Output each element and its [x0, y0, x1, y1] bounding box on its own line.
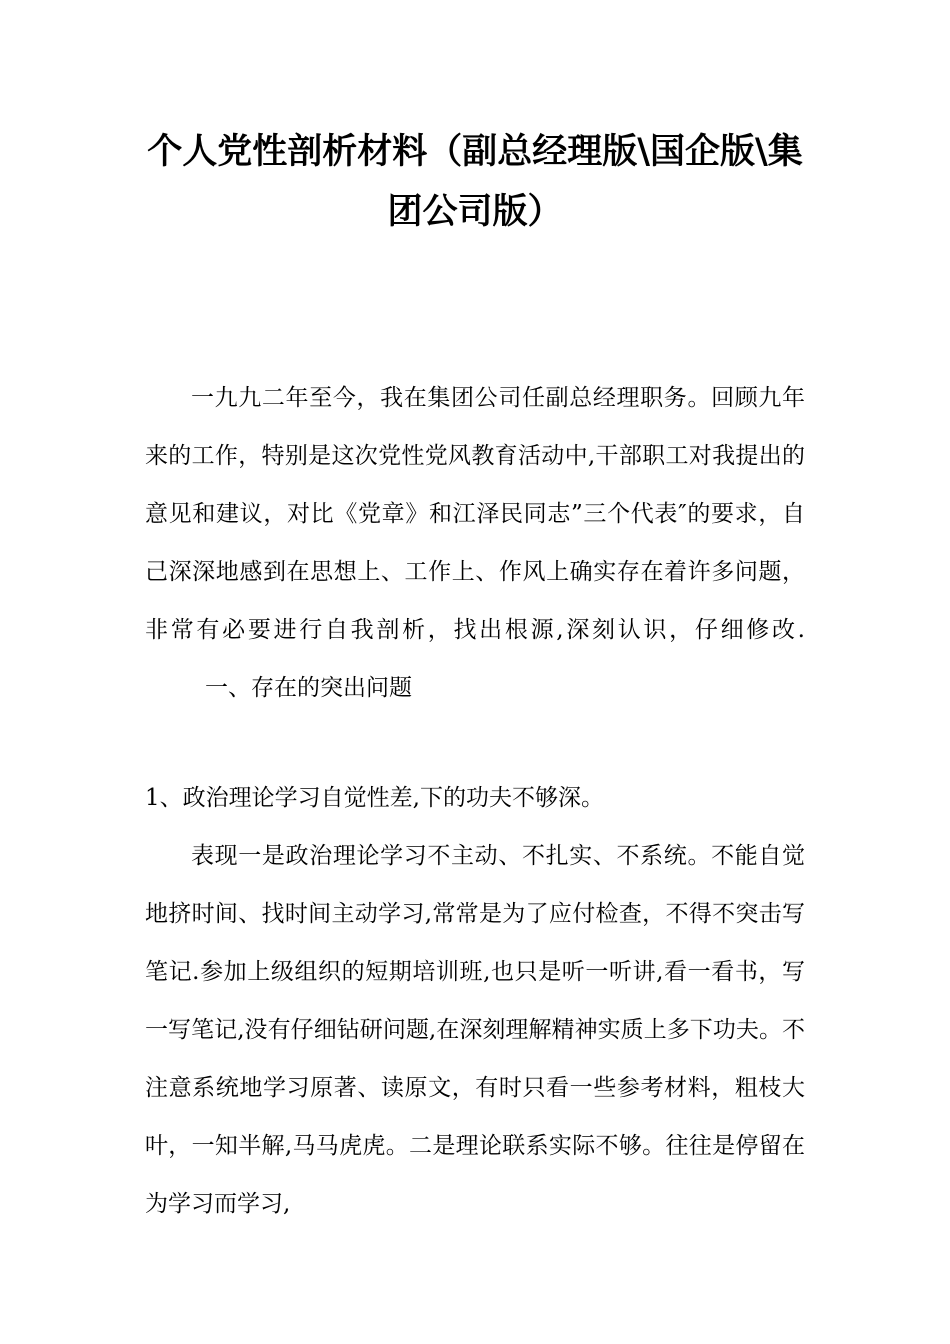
item-1-detail-paragraph: 表现一是政治理论学习不主动、不扎实、不系统。不能自觉地挤时间、找时间主动学习,常常是为了应付检查，不得不突击写笔记.参加上级组织的短期培训班,也只是听一听讲,看一看书，写一写笔记,没有仔细钻研问题,在深刻理解精神实质上多下功夫。不注意系统地学习原著、读原文，有时只看一些参考材料，粗枝大叶，一知半解,马马虎虎。二是理论联系实际不够。往往是停留在为学习而学习, — [145, 843, 805, 1217]
document-title: 个人党性剖析材料（副总经理版\国企版\集团公司版） — [147, 131, 803, 232]
intro-text: 一九九二年至今，我在集团公司任副总经理职务。回顾九年来的工作，特别是这次党性党风教育活动中,干部职工对我提出的意见和建议，对比《党章》和江泽民同志”三个代表″的要求，自己深深地感到在思想上、工作上、作风上确实存在着许多问题，非常有必要进行自我剖析，找出根源,深刻认识，仔细修改. — [145, 385, 805, 643]
item-1-heading: 1、政治理论学习自觉性差,下的功夫不够深。 — [145, 785, 604, 811]
intro-paragraph — [145, 369, 805, 717]
section-heading: 一、存在的突出问题 — [205, 675, 412, 701]
